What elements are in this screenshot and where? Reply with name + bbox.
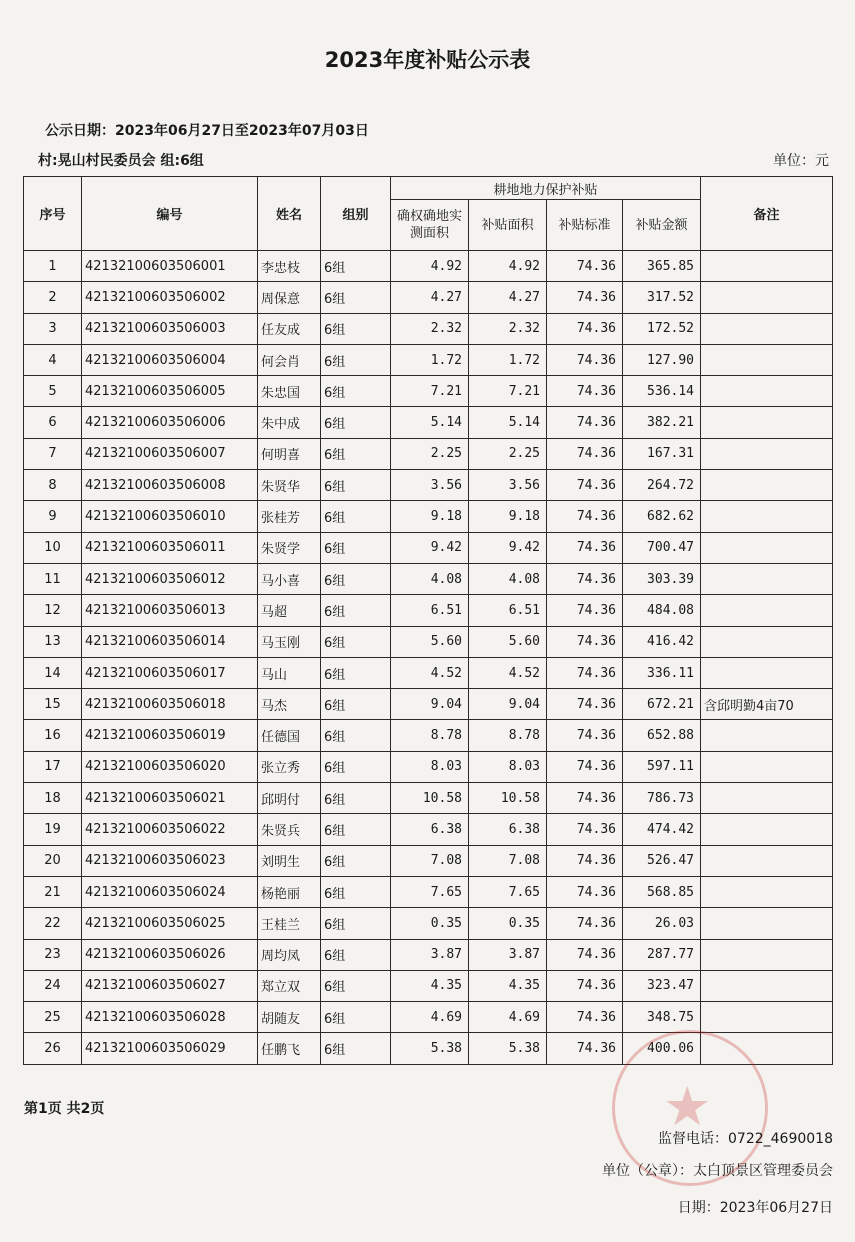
cell-amount: 416.42 bbox=[623, 626, 701, 657]
cell-area: 9.04 bbox=[391, 689, 469, 720]
cell-area: 2.32 bbox=[391, 313, 469, 344]
cell-group: 6组 bbox=[321, 939, 391, 970]
cell-group: 6组 bbox=[321, 783, 391, 814]
cell-std: 74.36 bbox=[547, 689, 623, 720]
cell-remark bbox=[701, 657, 833, 688]
header-remarks: 备注 bbox=[701, 177, 833, 251]
cell-sub-area: 5.60 bbox=[469, 626, 547, 657]
cell-name: 杨艳丽 bbox=[258, 876, 321, 907]
cell-group: 6组 bbox=[321, 626, 391, 657]
table-row bbox=[24, 751, 833, 782]
cell-name: 朱贤兵 bbox=[258, 814, 321, 845]
cell-area: 5.60 bbox=[391, 626, 469, 657]
cell-group: 6组 bbox=[321, 657, 391, 688]
cell-group: 6组 bbox=[321, 251, 391, 282]
table-row bbox=[24, 720, 833, 751]
cell-code: 42132100603506029 bbox=[82, 1033, 258, 1064]
cell-code: 42132100603506010 bbox=[82, 501, 258, 532]
cell-remark bbox=[701, 563, 833, 594]
cell-code: 42132100603506008 bbox=[82, 470, 258, 501]
cell-amount: 672.21 bbox=[623, 689, 701, 720]
cell-code: 42132100603506025 bbox=[82, 908, 258, 939]
cell-amount: 127.90 bbox=[623, 344, 701, 375]
cell-code: 42132100603506023 bbox=[82, 845, 258, 876]
cell-sub-area: 10.58 bbox=[469, 783, 547, 814]
cell-area: 10.58 bbox=[391, 783, 469, 814]
cell-std: 74.36 bbox=[547, 751, 623, 782]
table-row bbox=[24, 689, 833, 720]
cell-group: 6组 bbox=[321, 1033, 391, 1064]
cell-sub-area: 5.38 bbox=[469, 1033, 547, 1064]
table-row bbox=[24, 1002, 833, 1033]
cell-sub-area: 7.65 bbox=[469, 876, 547, 907]
cell-sub-area: 2.32 bbox=[469, 313, 547, 344]
cell-no: 12 bbox=[24, 595, 82, 626]
cell-remark bbox=[701, 970, 833, 1001]
cell-sub-area: 4.27 bbox=[469, 282, 547, 313]
cell-no: 5 bbox=[24, 376, 82, 407]
cell-amount: 474.42 bbox=[623, 814, 701, 845]
cell-name: 郑立双 bbox=[258, 970, 321, 1001]
cell-remark bbox=[701, 908, 833, 939]
cell-area: 3.56 bbox=[391, 470, 469, 501]
cell-group: 6组 bbox=[321, 845, 391, 876]
cell-name: 任友成 bbox=[258, 313, 321, 344]
publication-date: 公示日期：2023年06月27日至2023年07月03日 bbox=[45, 123, 369, 139]
cell-name: 王桂兰 bbox=[258, 908, 321, 939]
cell-sub-area: 5.14 bbox=[469, 407, 547, 438]
cell-std: 74.36 bbox=[547, 1033, 623, 1064]
table-row bbox=[24, 251, 833, 282]
cell-sub-area: 6.51 bbox=[469, 595, 547, 626]
header-subsidy-group: 耕地地力保护补贴 bbox=[391, 177, 701, 200]
cell-std: 74.36 bbox=[547, 720, 623, 751]
cell-sub-area: 4.35 bbox=[469, 970, 547, 1001]
cell-remark bbox=[701, 626, 833, 657]
cell-remark bbox=[701, 532, 833, 563]
cell-area: 8.03 bbox=[391, 751, 469, 782]
header-area-measured bbox=[391, 200, 469, 251]
cell-amount: 303.39 bbox=[623, 563, 701, 594]
cell-name: 朱中成 bbox=[258, 407, 321, 438]
cell-amount: 26.03 bbox=[623, 908, 701, 939]
table-row bbox=[24, 282, 833, 313]
cell-name: 何明喜 bbox=[258, 438, 321, 469]
cell-sub-area: 4.92 bbox=[469, 251, 547, 282]
cell-area: 5.38 bbox=[391, 1033, 469, 1064]
cell-remark bbox=[701, 313, 833, 344]
cell-code: 42132100603506005 bbox=[82, 376, 258, 407]
cell-sub-area: 8.03 bbox=[469, 751, 547, 782]
table-row bbox=[24, 626, 833, 657]
cell-no: 3 bbox=[24, 313, 82, 344]
cell-group: 6组 bbox=[321, 970, 391, 1001]
cell-sub-area: 4.52 bbox=[469, 657, 547, 688]
table-row bbox=[24, 657, 833, 688]
cell-std: 74.36 bbox=[547, 501, 623, 532]
cell-name: 马山 bbox=[258, 657, 321, 688]
cell-code: 42132100603506027 bbox=[82, 970, 258, 1001]
cell-std: 74.36 bbox=[547, 282, 623, 313]
document-title: 2023年度补贴公示表 bbox=[324, 48, 531, 72]
table-row bbox=[24, 438, 833, 469]
cell-no: 16 bbox=[24, 720, 82, 751]
cell-group: 6组 bbox=[321, 438, 391, 469]
cell-name: 朱贤学 bbox=[258, 532, 321, 563]
currency-unit: 单位：元 bbox=[773, 153, 829, 169]
cell-area: 4.52 bbox=[391, 657, 469, 688]
cell-area: 7.65 bbox=[391, 876, 469, 907]
cell-code: 42132100603506022 bbox=[82, 814, 258, 845]
cell-std: 74.36 bbox=[547, 908, 623, 939]
cell-code: 42132100603506028 bbox=[82, 1002, 258, 1033]
cell-sub-area: 4.08 bbox=[469, 563, 547, 594]
table-row bbox=[24, 595, 833, 626]
cell-code: 42132100603506026 bbox=[82, 939, 258, 970]
cell-amount: 597.11 bbox=[623, 751, 701, 782]
cell-amount: 336.11 bbox=[623, 657, 701, 688]
header-name: 姓名 bbox=[258, 177, 321, 251]
cell-amount: 287.77 bbox=[623, 939, 701, 970]
cell-name: 马超 bbox=[258, 595, 321, 626]
table-row bbox=[24, 845, 833, 876]
cell-no: 4 bbox=[24, 344, 82, 375]
cell-area: 9.18 bbox=[391, 501, 469, 532]
cell-name: 周均凤 bbox=[258, 939, 321, 970]
table-row bbox=[24, 783, 833, 814]
cell-amount: 317.52 bbox=[623, 282, 701, 313]
cell-name: 李忠枝 bbox=[258, 251, 321, 282]
cell-std: 74.36 bbox=[547, 563, 623, 594]
cell-no: 2 bbox=[24, 282, 82, 313]
table-row bbox=[24, 563, 833, 594]
cell-remark bbox=[701, 814, 833, 845]
cell-area: 4.27 bbox=[391, 282, 469, 313]
cell-group: 6组 bbox=[321, 470, 391, 501]
cell-name: 朱贤华 bbox=[258, 470, 321, 501]
cell-no: 9 bbox=[24, 501, 82, 532]
cell-remark bbox=[701, 595, 833, 626]
page-info: 第1页 共2页 bbox=[24, 1101, 105, 1117]
table-row bbox=[24, 470, 833, 501]
table-row bbox=[24, 344, 833, 375]
cell-sub-area: 9.04 bbox=[469, 689, 547, 720]
cell-remark bbox=[701, 282, 833, 313]
cell-sub-area: 2.25 bbox=[469, 438, 547, 469]
table-row bbox=[24, 376, 833, 407]
cell-remark bbox=[701, 1002, 833, 1033]
cell-name: 刘明生 bbox=[258, 845, 321, 876]
header-amount: 补贴金额 bbox=[623, 200, 701, 251]
cell-remark bbox=[701, 876, 833, 907]
cell-code: 42132100603506011 bbox=[82, 532, 258, 563]
cell-sub-area: 3.87 bbox=[469, 939, 547, 970]
table-row bbox=[24, 876, 833, 907]
table-row bbox=[24, 814, 833, 845]
cell-group: 6组 bbox=[321, 563, 391, 594]
cell-no: 10 bbox=[24, 532, 82, 563]
cell-std: 74.36 bbox=[547, 783, 623, 814]
cell-remark: 含邱明勤4亩70 bbox=[701, 689, 833, 720]
cell-std: 74.36 bbox=[547, 814, 623, 845]
cell-area: 7.21 bbox=[391, 376, 469, 407]
cell-std: 74.36 bbox=[547, 1002, 623, 1033]
cell-code: 42132100603506018 bbox=[82, 689, 258, 720]
cell-area: 8.78 bbox=[391, 720, 469, 751]
cell-sub-area: 7.21 bbox=[469, 376, 547, 407]
cell-group: 6组 bbox=[321, 876, 391, 907]
cell-group: 6组 bbox=[321, 501, 391, 532]
cell-std: 74.36 bbox=[547, 939, 623, 970]
cell-std: 74.36 bbox=[547, 876, 623, 907]
cell-area: 0.35 bbox=[391, 908, 469, 939]
cell-group: 6组 bbox=[321, 751, 391, 782]
village-group-line: 村:晃山村民委员会 组:6组 bbox=[38, 153, 204, 169]
cell-sub-area: 7.08 bbox=[469, 845, 547, 876]
cell-code: 42132100603506006 bbox=[82, 407, 258, 438]
cell-name: 邱明付 bbox=[258, 783, 321, 814]
cell-name: 马杰 bbox=[258, 689, 321, 720]
cell-group: 6组 bbox=[321, 908, 391, 939]
cell-amount: 652.88 bbox=[623, 720, 701, 751]
cell-std: 74.36 bbox=[547, 407, 623, 438]
cell-amount: 526.47 bbox=[623, 845, 701, 876]
cell-std: 74.36 bbox=[547, 470, 623, 501]
cell-std: 74.36 bbox=[547, 376, 623, 407]
cell-code: 42132100603506019 bbox=[82, 720, 258, 751]
issue-date: 日期：2023年06月27日 bbox=[677, 1200, 833, 1216]
cell-no: 14 bbox=[24, 657, 82, 688]
cell-remark bbox=[701, 344, 833, 375]
cell-group: 6组 bbox=[321, 407, 391, 438]
cell-no: 21 bbox=[24, 876, 82, 907]
cell-std: 74.36 bbox=[547, 970, 623, 1001]
table-row bbox=[24, 501, 833, 532]
cell-name: 胡随友 bbox=[258, 1002, 321, 1033]
table-row bbox=[24, 908, 833, 939]
cell-amount: 172.52 bbox=[623, 313, 701, 344]
cell-amount: 365.85 bbox=[623, 251, 701, 282]
cell-group: 6组 bbox=[321, 720, 391, 751]
seal-star-icon: ★ bbox=[663, 1075, 712, 1138]
cell-std: 74.36 bbox=[547, 344, 623, 375]
cell-amount: 323.47 bbox=[623, 970, 701, 1001]
cell-amount: 484.08 bbox=[623, 595, 701, 626]
cell-code: 42132100603506013 bbox=[82, 595, 258, 626]
cell-area: 3.87 bbox=[391, 939, 469, 970]
header-standard: 补贴标准 bbox=[547, 200, 623, 251]
cell-no: 22 bbox=[24, 908, 82, 939]
cell-remark bbox=[701, 438, 833, 469]
cell-group: 6组 bbox=[321, 282, 391, 313]
cell-group: 6组 bbox=[321, 313, 391, 344]
cell-amount: 382.21 bbox=[623, 407, 701, 438]
cell-no: 8 bbox=[24, 470, 82, 501]
cell-no: 24 bbox=[24, 970, 82, 1001]
cell-code: 42132100603506002 bbox=[82, 282, 258, 313]
issuing-organization: 单位（公章）：太白顶景区管理委员会 bbox=[602, 1163, 833, 1179]
cell-amount: 786.73 bbox=[623, 783, 701, 814]
cell-remark bbox=[701, 501, 833, 532]
cell-group: 6组 bbox=[321, 1002, 391, 1033]
cell-std: 74.36 bbox=[547, 595, 623, 626]
cell-no: 19 bbox=[24, 814, 82, 845]
cell-code: 42132100603506007 bbox=[82, 438, 258, 469]
cell-name: 何会肖 bbox=[258, 344, 321, 375]
cell-code: 42132100603506003 bbox=[82, 313, 258, 344]
cell-amount: 700.47 bbox=[623, 532, 701, 563]
header-code: 编号 bbox=[82, 177, 258, 251]
cell-area: 2.25 bbox=[391, 438, 469, 469]
cell-area: 6.51 bbox=[391, 595, 469, 626]
cell-sub-area: 9.18 bbox=[469, 501, 547, 532]
cell-area: 5.14 bbox=[391, 407, 469, 438]
cell-no: 1 bbox=[24, 251, 82, 282]
cell-group: 6组 bbox=[321, 376, 391, 407]
cell-no: 17 bbox=[24, 751, 82, 782]
cell-no: 13 bbox=[24, 626, 82, 657]
cell-area: 6.38 bbox=[391, 814, 469, 845]
cell-sub-area: 6.38 bbox=[469, 814, 547, 845]
cell-amount: 536.14 bbox=[623, 376, 701, 407]
cell-code: 42132100603506001 bbox=[82, 251, 258, 282]
cell-group: 6组 bbox=[321, 532, 391, 563]
cell-no: 25 bbox=[24, 1002, 82, 1033]
cell-group: 6组 bbox=[321, 344, 391, 375]
cell-amount: 682.62 bbox=[623, 501, 701, 532]
cell-area: 4.69 bbox=[391, 1002, 469, 1033]
table-row bbox=[24, 532, 833, 563]
cell-no: 11 bbox=[24, 563, 82, 594]
cell-no: 6 bbox=[24, 407, 82, 438]
cell-std: 74.36 bbox=[547, 251, 623, 282]
cell-amount: 348.75 bbox=[623, 1002, 701, 1033]
cell-name: 马玉刚 bbox=[258, 626, 321, 657]
cell-code: 42132100603506024 bbox=[82, 876, 258, 907]
cell-sub-area: 9.42 bbox=[469, 532, 547, 563]
cell-remark bbox=[701, 470, 833, 501]
cell-name: 张桂芳 bbox=[258, 501, 321, 532]
cell-remark bbox=[701, 720, 833, 751]
cell-area: 4.35 bbox=[391, 970, 469, 1001]
cell-std: 74.36 bbox=[547, 313, 623, 344]
table-row bbox=[24, 407, 833, 438]
cell-sub-area: 4.69 bbox=[469, 1002, 547, 1033]
cell-sub-area: 8.78 bbox=[469, 720, 547, 751]
header-group: 组别 bbox=[321, 177, 391, 251]
cell-name: 任鹏飞 bbox=[258, 1033, 321, 1064]
cell-no: 7 bbox=[24, 438, 82, 469]
cell-sub-area: 1.72 bbox=[469, 344, 547, 375]
cell-group: 6组 bbox=[321, 814, 391, 845]
cell-remark bbox=[701, 783, 833, 814]
cell-remark bbox=[701, 751, 833, 782]
cell-no: 18 bbox=[24, 783, 82, 814]
cell-area: 7.08 bbox=[391, 845, 469, 876]
cell-sub-area: 3.56 bbox=[469, 470, 547, 501]
cell-std: 74.36 bbox=[547, 626, 623, 657]
cell-remark bbox=[701, 407, 833, 438]
cell-name: 周保意 bbox=[258, 282, 321, 313]
cell-area: 4.92 bbox=[391, 251, 469, 282]
cell-group: 6组 bbox=[321, 689, 391, 720]
cell-no: 26 bbox=[24, 1033, 82, 1064]
cell-code: 42132100603506021 bbox=[82, 783, 258, 814]
cell-code: 42132100603506017 bbox=[82, 657, 258, 688]
cell-name: 马小喜 bbox=[258, 563, 321, 594]
cell-group: 6组 bbox=[321, 595, 391, 626]
cell-amount: 167.31 bbox=[623, 438, 701, 469]
cell-no: 23 bbox=[24, 939, 82, 970]
table-row bbox=[24, 313, 833, 344]
cell-code: 42132100603506004 bbox=[82, 344, 258, 375]
header-no: 序号 bbox=[24, 177, 82, 251]
cell-name: 张立秀 bbox=[258, 751, 321, 782]
cell-code: 42132100603506020 bbox=[82, 751, 258, 782]
subsidy-table bbox=[23, 176, 833, 1065]
cell-amount: 568.85 bbox=[623, 876, 701, 907]
cell-area: 4.08 bbox=[391, 563, 469, 594]
cell-std: 74.36 bbox=[547, 438, 623, 469]
cell-remark bbox=[701, 845, 833, 876]
cell-std: 74.36 bbox=[547, 532, 623, 563]
cell-no: 20 bbox=[24, 845, 82, 876]
cell-name: 任德国 bbox=[258, 720, 321, 751]
cell-amount: 264.72 bbox=[623, 470, 701, 501]
supervision-phone: 监督电话：0722_4690018 bbox=[658, 1131, 833, 1147]
cell-code: 42132100603506014 bbox=[82, 626, 258, 657]
table-row bbox=[24, 970, 833, 1001]
cell-remark bbox=[701, 251, 833, 282]
table-row bbox=[24, 939, 833, 970]
cell-code: 42132100603506012 bbox=[82, 563, 258, 594]
cell-remark bbox=[701, 939, 833, 970]
cell-name: 朱忠国 bbox=[258, 376, 321, 407]
cell-area: 1.72 bbox=[391, 344, 469, 375]
cell-remark bbox=[701, 376, 833, 407]
cell-no: 15 bbox=[24, 689, 82, 720]
cell-std: 74.36 bbox=[547, 845, 623, 876]
cell-amount: 400.06 bbox=[623, 1033, 701, 1064]
cell-sub-area: 0.35 bbox=[469, 908, 547, 939]
header-area-measured-text: 确权确地实测面积 bbox=[396, 209, 462, 241]
cell-std: 74.36 bbox=[547, 657, 623, 688]
header-area-subsidy: 补贴面积 bbox=[469, 200, 547, 251]
cell-area: 9.42 bbox=[391, 532, 469, 563]
